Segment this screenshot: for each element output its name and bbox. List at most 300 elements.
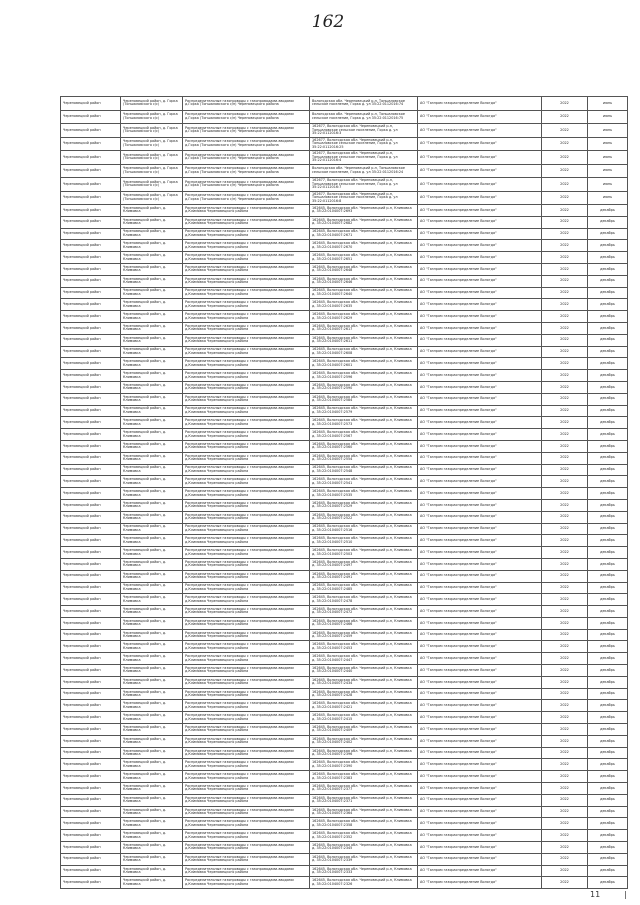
address-cell: 162645, Вологодская обл. Череповецкий р-н, Климовка д. 35:22:0104007:2671 xyxy=(310,228,418,240)
owner-cell: АО "Газпром газораспределение Вологда" xyxy=(418,97,542,111)
year-cell: 2022 xyxy=(542,311,588,323)
month-cell: декабрь xyxy=(588,724,628,736)
district-cell: Череповецкий район xyxy=(61,747,121,759)
month-cell: декабрь xyxy=(588,311,628,323)
month-cell: июнь xyxy=(588,164,628,178)
owner-cell: АО "Газпром газораспределение Вологда" xyxy=(418,558,542,570)
year-cell: 2022 xyxy=(542,124,588,138)
year-cell: 2022 xyxy=(542,488,588,500)
table-row xyxy=(61,499,628,511)
table-row xyxy=(61,334,628,346)
month-cell: декабрь xyxy=(588,334,628,346)
table-row xyxy=(61,358,628,370)
address-cell: 162645, Вологодская обл. Череповецкий р-н, Климовка д. 35:22:0104007:2421 xyxy=(310,700,418,712)
district-cell: Череповецкий район xyxy=(61,287,121,299)
month-cell: декабрь xyxy=(588,499,628,511)
address-cell: 162645, Вологодская обл. Череповецкий р-н, Климовка д. 35:22:0104007:2428 xyxy=(310,688,418,700)
settlement-cell: Череповецкий район, д. Климовка xyxy=(121,842,183,854)
month-cell: декабрь xyxy=(588,476,628,488)
owner-cell: АО "Газпром газораспределение Вологда" xyxy=(418,287,542,299)
owner-cell: АО "Газпром газораспределение Вологда" xyxy=(418,712,542,724)
object-cell: Распределительные газопроводы с газопроводами-вводами д.Климовка Череповецкого района xyxy=(183,334,310,346)
address-cell: 162645, Вологодская обл. Череповецкий р-н, Климовка д. 35:22:0104007:2590 xyxy=(310,381,418,393)
year-cell: 2022 xyxy=(542,299,588,311)
object-cell: Распределительные газопроводы с газопроводами-вводами д.Климовка Череповецкого района xyxy=(183,759,310,771)
table-row xyxy=(61,653,628,665)
table-row xyxy=(61,676,628,688)
table-row xyxy=(61,759,628,771)
table-row xyxy=(61,429,628,441)
settlement-cell: Череповецкий район, д. Горка (Тоншаловского с/с) xyxy=(121,137,183,151)
table-row xyxy=(61,452,628,464)
year-cell: 2022 xyxy=(542,594,588,606)
object-cell: Распределительные газопроводы с газопроводами-вводами д.Климовка Череповецкого района xyxy=(183,783,310,795)
address-cell: 162645, Вологодская обл. Череповецкий р-н, Климовка д. 35:22:0104007:2560 xyxy=(310,440,418,452)
month-cell: декабрь xyxy=(588,535,628,547)
table-row xyxy=(61,570,628,582)
district-cell: Череповецкий район xyxy=(61,594,121,606)
year-cell: 2022 xyxy=(542,700,588,712)
year-cell: 2022 xyxy=(542,688,588,700)
month-cell: декабрь xyxy=(588,358,628,370)
address-cell: 162645, Вологодская обл. Череповецкий р-н, Климовка д. 35:22:0104007:2648 xyxy=(310,263,418,275)
district-cell: Череповецкий район xyxy=(61,358,121,370)
month-cell: декабрь xyxy=(588,205,628,217)
address-cell: 162645, Вологодская обл. Череповецкий р-н, Климовка д. 35:22:0104007:2358 xyxy=(310,818,418,830)
month-cell: декабрь xyxy=(588,452,628,464)
month-cell: декабрь xyxy=(588,405,628,417)
month-cell: декабрь xyxy=(588,771,628,783)
table-row xyxy=(61,110,628,124)
owner-cell: АО "Газпром газораспределение Вологда" xyxy=(418,205,542,217)
address-cell: 162645, Вологодская обл. Череповецкий р-н, Климовка д. 35:22:0104007:2651 xyxy=(310,252,418,264)
table-row xyxy=(61,322,628,334)
month-cell: декабрь xyxy=(588,547,628,559)
month-cell: декабрь xyxy=(588,653,628,665)
district-cell: Череповецкий район xyxy=(61,617,121,629)
year-cell: 2022 xyxy=(542,240,588,252)
address-cell: 162645, Вологодская обл. Череповецкий р-н, Климовка д. 35:22:0104007:2485 xyxy=(310,582,418,594)
object-cell: Распределительные газопроводы с газопроводами-вводами д.Климовка Череповецкого района xyxy=(183,228,310,240)
address-cell: 162677, Вологодская обл. Череповецкий р-н, Тоншаловское сельское поселение, Горка д. ул 35:22:0112016:4 xyxy=(310,151,418,165)
settlement-cell: Череповецкий район, д. Климовка xyxy=(121,464,183,476)
district-cell: Череповецкий район xyxy=(61,464,121,476)
settlement-cell: Череповецкий район, д. Климовка xyxy=(121,629,183,641)
owner-cell: АО "Газпром газораспределение Вологда" xyxy=(418,393,542,405)
year-cell: 2022 xyxy=(542,464,588,476)
owner-cell: АО "Газпром газораспределение Вологда" xyxy=(418,641,542,653)
table-row xyxy=(61,381,628,393)
month-cell: декабрь xyxy=(588,747,628,759)
object-cell: Распределительные газопроводы с газопроводами-вводами д.Климовка Череповецкого района xyxy=(183,617,310,629)
owner-cell: АО "Газпром газораспределение Вологда" xyxy=(418,806,542,818)
table-row xyxy=(61,853,628,865)
object-cell: Распределительные газопроводы с газопроводами-вводами д.Климовка Череповецкого района xyxy=(183,629,310,641)
year-cell: 2022 xyxy=(542,97,588,111)
year-cell: 2022 xyxy=(542,263,588,275)
district-cell: Череповецкий район xyxy=(61,606,121,618)
month-cell: декабрь xyxy=(588,606,628,618)
month-cell: декабрь xyxy=(588,688,628,700)
object-cell: Распределительные газопроводы с газопроводами-вводами д.Климовка Череповецкого района xyxy=(183,735,310,747)
owner-cell: АО "Газпром газораспределение Вологда" xyxy=(418,164,542,178)
settlement-cell: Череповецкий район, д. Климовка xyxy=(121,205,183,217)
address-cell: Вологодская обл. Череповецкий р-н, Тоншаловское сельское поселение, Горка д. ул 35:22:0112016:24 xyxy=(310,164,418,178)
district-cell: Череповецкий район xyxy=(61,582,121,594)
year-cell: 2022 xyxy=(542,511,588,523)
district-cell: Череповецкий район xyxy=(61,818,121,830)
settlement-cell: Череповецкий район, д. Климовка xyxy=(121,700,183,712)
address-cell: 162645, Вологодская обл. Череповецкий р-н, Климовка д. 35:22:0104007:2640 xyxy=(310,287,418,299)
year-cell: 2022 xyxy=(542,110,588,124)
month-cell: декабрь xyxy=(588,429,628,441)
owner-cell: АО "Газпром газораспределение Вологда" xyxy=(418,865,542,877)
district-cell: Череповецкий район xyxy=(61,547,121,559)
settlement-cell: Череповецкий район, д. Горка (Тоншаловского с/с) xyxy=(121,151,183,165)
object-cell: Распределительные газопроводы с газопроводами-вводами д.Климовка Череповецкого района xyxy=(183,535,310,547)
year-cell: 2022 xyxy=(542,641,588,653)
settlement-cell: Череповецкий район, д. Климовка xyxy=(121,865,183,877)
owner-cell: АО "Газпром газораспределение Вологда" xyxy=(418,511,542,523)
district-cell: Череповецкий район xyxy=(61,511,121,523)
owner-cell: АО "Газпром газораспределение Вологда" xyxy=(418,228,542,240)
district-cell: Череповецкий район xyxy=(61,712,121,724)
table-row xyxy=(61,164,628,178)
gas-objects-table xyxy=(60,96,628,889)
object-cell: Распределительные газопроводы с газопроводами-вводами д.Горка (Тоншаловского с/п) Череповецкого района xyxy=(183,191,310,205)
owner-cell: АО "Газпром газораспределение Вологда" xyxy=(418,334,542,346)
address-cell: 162645, Вологодская обл. Череповецкий р-н, Климовка д. 35:22:0104007:2579 xyxy=(310,405,418,417)
owner-cell: АО "Газпром газораспределение Вологда" xyxy=(418,275,542,287)
object-cell: Распределительные газопроводы с газопроводами-вводами д.Горка (Тоншаловского с/п) Череповецкого района xyxy=(183,110,310,124)
settlement-cell: Череповецкий район, д. Климовка xyxy=(121,228,183,240)
month-cell: декабрь xyxy=(588,523,628,535)
district-cell: Череповецкий район xyxy=(61,665,121,677)
address-cell: 162645, Вологодская обл. Череповецкий р-н, Климовка д. 35:22:0104007:2693 xyxy=(310,205,418,217)
table-row xyxy=(61,511,628,523)
year-cell: 2022 xyxy=(542,676,588,688)
settlement-cell: Череповецкий район, д. Климовка xyxy=(121,617,183,629)
owner-cell: АО "Газпром газораспределение Вологда" xyxy=(418,724,542,736)
owner-cell: АО "Газпром газораспределение Вологда" xyxy=(418,629,542,641)
object-cell: Распределительные газопроводы с газопроводами-вводами д.Климовка Череповецкого района xyxy=(183,806,310,818)
settlement-cell: Череповецкий район, д. Климовка xyxy=(121,688,183,700)
object-cell: Распределительные газопроводы с газопроводами-вводами д.Климовка Череповецкого района xyxy=(183,865,310,877)
settlement-cell: Череповецкий район, д. Климовка xyxy=(121,240,183,252)
object-cell: Распределительные газопроводы с газопроводами-вводами д.Климовка Череповецкого района xyxy=(183,641,310,653)
year-cell: 2022 xyxy=(542,794,588,806)
settlement-cell: Череповецкий район, д. Климовка xyxy=(121,547,183,559)
object-cell: Распределительные газопроводы с газопроводами-вводами д.Климовка Череповецкого района xyxy=(183,240,310,252)
footer-mark-right: | xyxy=(624,890,627,899)
district-cell: Череповецкий район xyxy=(61,724,121,736)
object-cell: Распределительные газопроводы с газопроводами-вводами д.Климовка Череповецкого района xyxy=(183,794,310,806)
year-cell: 2022 xyxy=(542,818,588,830)
object-cell: Распределительные газопроводы с газопроводами-вводами д.Климовка Череповецкого района xyxy=(183,393,310,405)
year-cell: 2022 xyxy=(542,164,588,178)
table-row xyxy=(61,178,628,192)
address-cell: 162645, Вологодская обл. Череповецкий р-н, Климовка д. 35:22:0104007:2377 xyxy=(310,783,418,795)
owner-cell: АО "Газпром газораспределение Вологда" xyxy=(418,499,542,511)
address-cell: Вологодская обл. Череповецкий р-н, Тоншаловское сельское поселение, Горка д. ул 35:22:0112016:74 xyxy=(310,97,418,111)
table-row xyxy=(61,794,628,806)
object-cell: Распределительные газопроводы с газопроводами-вводами д.Климовка Череповецкого района xyxy=(183,275,310,287)
district-cell: Череповецкий район xyxy=(61,700,121,712)
settlement-cell: Череповецкий район, д. Горка (Тоншаловского с/с) xyxy=(121,191,183,205)
district-cell: Череповецкий район xyxy=(61,653,121,665)
year-cell: 2022 xyxy=(542,712,588,724)
address-cell: 162645, Вологодская обл. Череповецкий р-н, Климовка д. 35:22:0104007:2584 xyxy=(310,393,418,405)
object-cell: Распределительные газопроводы с газопроводами-вводами д.Климовка Череповецкого района xyxy=(183,381,310,393)
district-cell: Череповецкий район xyxy=(61,137,121,151)
month-cell: декабрь xyxy=(588,582,628,594)
table-row xyxy=(61,877,628,889)
month-cell: декабрь xyxy=(588,488,628,500)
owner-cell: АО "Газпром газораспределение Вологда" xyxy=(418,688,542,700)
address-cell: 162677, Вологодская обл. Череповецкий р-н, Тоншаловское сельское поселение, Горка д. ул 35:22:0112016:25 xyxy=(310,137,418,151)
address-cell: 162645, Вологодская обл. Череповецкий р-н, Климовка д. 35:22:0104007:2352 xyxy=(310,830,418,842)
address-cell: 162677, Вологодская обл. Череповецкий р-н, Тоншаловское сельское поселение, Горка д. ул 35:22:0112016:7 xyxy=(310,178,418,192)
settlement-cell: Череповецкий район, д. Горка (Тоншаловского с/с) xyxy=(121,164,183,178)
address-cell: 162645, Вологодская обл. Череповецкий р-н, Климовка д. 35:22:0104007:2541 xyxy=(310,476,418,488)
address-cell: 162645, Вологодская обл. Череповецкий р-н, Климовка д. 35:22:0104007:2629 xyxy=(310,311,418,323)
district-cell: Череповецкий район xyxy=(61,688,121,700)
year-cell: 2022 xyxy=(542,842,588,854)
object-cell: Распределительные газопроводы с газопроводами-вводами д.Горка (Тоншаловского с/п) Череповецкого района xyxy=(183,164,310,178)
table-row xyxy=(61,151,628,165)
settlement-cell: Череповецкий район, д. Климовка xyxy=(121,806,183,818)
object-cell: Распределительные газопроводы с газопроводами-вводами д.Климовка Череповецкого района xyxy=(183,287,310,299)
object-cell: Распределительные газопроводы с газопроводами-вводами д.Климовка Череповецкого района xyxy=(183,452,310,464)
settlement-cell: Череповецкий район, д. Климовка xyxy=(121,511,183,523)
owner-cell: АО "Газпром газораспределение Вологда" xyxy=(418,263,542,275)
settlement-cell: Череповецкий район, д. Климовка xyxy=(121,606,183,618)
owner-cell: АО "Газпром газораспределение Вологда" xyxy=(418,452,542,464)
address-cell: 162645, Вологодская обл. Череповецкий р-н, Климовка д. 35:22:0104007:2447 xyxy=(310,653,418,665)
settlement-cell: Череповецкий район, д. Климовка xyxy=(121,877,183,889)
settlement-cell: Череповецкий район, д. Климовка xyxy=(121,287,183,299)
month-cell: декабрь xyxy=(588,299,628,311)
district-cell: Череповецкий район xyxy=(61,488,121,500)
address-cell: 162645, Вологодская обл. Череповецкий р-н, Климовка д. 35:22:0104007:2611 xyxy=(310,334,418,346)
address-cell: 162645, Вологодская обл. Череповецкий р-н, Климовка д. 35:22:0104007:2635 xyxy=(310,299,418,311)
district-cell: Череповецкий район xyxy=(61,346,121,358)
month-cell: декабрь xyxy=(588,735,628,747)
settlement-cell: Череповецкий район, д. Климовка xyxy=(121,440,183,452)
year-cell: 2022 xyxy=(542,346,588,358)
object-cell: Распределительные газопроводы с газопроводами-вводами д.Климовка Череповецкого района xyxy=(183,606,310,618)
year-cell: 2022 xyxy=(542,322,588,334)
owner-cell: АО "Газпром газораспределение Вологда" xyxy=(418,252,542,264)
address-cell: 162677, Вологодская обл. Череповецкий р-н, Тоншаловское сельское поселение, Горка д. ул 35:22:0112016:3 xyxy=(310,124,418,138)
settlement-cell: Череповецкий район, д. Климовка xyxy=(121,476,183,488)
table-row xyxy=(61,205,628,217)
year-cell: 2022 xyxy=(542,547,588,559)
month-cell: декабрь xyxy=(588,783,628,795)
object-cell: Распределительные газопроводы с газопроводами-вводами д.Климовка Череповецкого района xyxy=(183,842,310,854)
settlement-cell: Череповецкий район, д. Климовка xyxy=(121,499,183,511)
address-cell: 162645, Вологодская обл. Череповецкий р-н, Климовка д. 35:22:0104007:2326 xyxy=(310,877,418,889)
table-row xyxy=(61,523,628,535)
address-cell: 162645, Вологодская обл. Череповецкий р-н, Климовка д. 35:22:0104007:2472 xyxy=(310,606,418,618)
month-cell: декабрь xyxy=(588,759,628,771)
year-cell: 2022 xyxy=(542,287,588,299)
object-cell: Распределительные газопроводы с газопроводами-вводами д.Климовка Череповецкого района xyxy=(183,712,310,724)
settlement-cell: Череповецкий район, д. Климовка xyxy=(121,334,183,346)
address-cell: 162645, Вологодская обл. Череповецкий р-н, Климовка д. 35:22:0104007:2390 xyxy=(310,759,418,771)
owner-cell: АО "Газпром газораспределение Вологда" xyxy=(418,665,542,677)
year-cell: 2022 xyxy=(542,216,588,228)
settlement-cell: Череповецкий район, д. Климовка xyxy=(121,747,183,759)
settlement-cell: Череповецкий район, д. Климовка xyxy=(121,523,183,535)
address-cell: 162645, Вологодская обл. Череповецкий р-н, Климовка д. 35:22:0104007:2522 xyxy=(310,511,418,523)
object-cell: Распределительные газопроводы с газопроводами-вводами д.Климовка Череповецкого района xyxy=(183,676,310,688)
year-cell: 2022 xyxy=(542,178,588,192)
settlement-cell: Череповецкий район, д. Климовка xyxy=(121,252,183,264)
year-cell: 2022 xyxy=(542,606,588,618)
year-cell: 2022 xyxy=(542,334,588,346)
settlement-cell: Череповецкий район, д. Климовка xyxy=(121,818,183,830)
month-cell: июнь xyxy=(588,97,628,111)
table-row xyxy=(61,582,628,594)
settlement-cell: Череповецкий район, д. Климовка xyxy=(121,216,183,228)
settlement-cell: Череповецкий район, д. Горка (Тоншаловского с/с) xyxy=(121,97,183,111)
settlement-cell: Череповецкий район, д. Климовка xyxy=(121,299,183,311)
district-cell: Череповецкий район xyxy=(61,381,121,393)
year-cell: 2022 xyxy=(542,499,588,511)
owner-cell: АО "Газпром газораспределение Вологда" xyxy=(418,830,542,842)
address-cell: 162645, Вологодская обл. Череповецкий р-н, Климовка д. 35:22:0104007:2548 xyxy=(310,464,418,476)
settlement-cell: Череповецкий район, д. Климовка xyxy=(121,759,183,771)
object-cell: Распределительные газопроводы с газопроводами-вводами д.Горка (Тоншаловского с/п) Череповецкого района xyxy=(183,178,310,192)
year-cell: 2022 xyxy=(542,558,588,570)
month-cell: декабрь xyxy=(588,287,628,299)
district-cell: Череповецкий район xyxy=(61,205,121,217)
address-cell: 162645, Вологодская обл. Череповецкий р-н, Климовка д. 35:22:0104007:2608 xyxy=(310,346,418,358)
month-cell: декабрь xyxy=(588,617,628,629)
settlement-cell: Череповецкий район, д. Горка (Тоншаловского с/с) xyxy=(121,178,183,192)
table-row xyxy=(61,783,628,795)
owner-cell: АО "Газпром газораспределение Вологда" xyxy=(418,381,542,393)
month-cell: декабрь xyxy=(588,346,628,358)
address-cell: 162677, Вологодская обл. Череповецкий р-н, Тоншаловское сельское поселение, Горка д. ул 35:22:0112016:8 xyxy=(310,191,418,205)
month-cell: декабрь xyxy=(588,252,628,264)
address-cell: 162645, Вологодская обл. Череповецкий р-н, Климовка д. 35:22:0104007:2554 xyxy=(310,452,418,464)
settlement-cell: Череповецкий район, д. Климовка xyxy=(121,452,183,464)
year-cell: 2022 xyxy=(542,747,588,759)
owner-cell: АО "Газпром газораспределение Вологда" xyxy=(418,240,542,252)
settlement-cell: Череповецкий район, д. Климовка xyxy=(121,322,183,334)
year-cell: 2022 xyxy=(542,151,588,165)
address-cell: 162645, Вологодская обл. Череповецкий р-н, Климовка д. 35:22:0104007:2529 xyxy=(310,499,418,511)
month-cell: декабрь xyxy=(588,865,628,877)
settlement-cell: Череповецкий район, д. Климовка xyxy=(121,570,183,582)
year-cell: 2022 xyxy=(542,191,588,205)
owner-cell: АО "Газпром газораспределение Вологда" xyxy=(418,535,542,547)
table-row xyxy=(61,417,628,429)
owner-cell: АО "Газпром газораспределение Вологда" xyxy=(418,110,542,124)
district-cell: Череповецкий район xyxy=(61,240,121,252)
address-cell: 162645, Вологодская обл. Череповецкий р-н, Климовка д. 35:22:0104007:2682 xyxy=(310,216,418,228)
district-cell: Череповецкий район xyxy=(61,393,121,405)
address-cell: 162645, Вологодская обл. Череповецкий р-н, Климовка д. 35:22:0104007:2453 xyxy=(310,641,418,653)
owner-cell: АО "Газпром газораспределение Вологда" xyxy=(418,594,542,606)
object-cell: Распределительные газопроводы с газопроводами-вводами д.Климовка Череповецкого района xyxy=(183,818,310,830)
owner-cell: АО "Газпром газораспределение Вологда" xyxy=(418,759,542,771)
object-cell: Распределительные газопроводы с газопроводами-вводами д.Горка (Тоншаловского с/п) Череповецкого района xyxy=(183,151,310,165)
year-cell: 2022 xyxy=(542,665,588,677)
district-cell: Череповецкий район xyxy=(61,771,121,783)
district-cell: Череповецкий район xyxy=(61,641,121,653)
table-row xyxy=(61,252,628,264)
object-cell: Распределительные газопроводы с газопроводами-вводами д.Климовка Череповецкого района xyxy=(183,665,310,677)
district-cell: Череповецкий район xyxy=(61,783,121,795)
object-cell: Распределительные газопроводы с газопроводами-вводами д.Климовка Череповецкого района xyxy=(183,205,310,217)
object-cell: Распределительные газопроводы с газопроводами-вводами д.Климовка Череповецкого района xyxy=(183,358,310,370)
table-row xyxy=(61,688,628,700)
month-cell: декабрь xyxy=(588,393,628,405)
district-cell: Череповецкий район xyxy=(61,535,121,547)
owner-cell: АО "Газпром газораспределение Вологда" xyxy=(418,299,542,311)
table-row xyxy=(61,735,628,747)
month-cell: июнь xyxy=(588,110,628,124)
year-cell: 2022 xyxy=(542,393,588,405)
settlement-cell: Череповецкий район, д. Климовка xyxy=(121,783,183,795)
object-cell: Распределительные газопроводы с газопроводами-вводами д.Климовка Череповецкого района xyxy=(183,771,310,783)
year-cell: 2022 xyxy=(542,275,588,287)
settlement-cell: Череповецкий район, д. Климовка xyxy=(121,594,183,606)
address-cell: 162645, Вологодская обл. Череповецкий р-н, Климовка д. 35:22:0104007:2617 xyxy=(310,322,418,334)
year-cell: 2022 xyxy=(542,570,588,582)
footer-mark-left: 11 xyxy=(590,890,601,899)
object-cell: Распределительные газопроводы с газопроводами-вводами д.Климовка Череповецкого района xyxy=(183,216,310,228)
month-cell: декабрь xyxy=(588,641,628,653)
object-cell: Распределительные газопроводы с газопроводами-вводами д.Климовка Череповецкого района xyxy=(183,511,310,523)
object-cell: Распределительные газопроводы с газопроводами-вводами д.Климовка Череповецкого района xyxy=(183,322,310,334)
settlement-cell: Череповецкий район, д. Климовка xyxy=(121,665,183,677)
object-cell: Распределительные газопроводы с газопроводами-вводами д.Климовка Череповецкого района xyxy=(183,558,310,570)
settlement-cell: Череповецкий район, д. Климовка xyxy=(121,275,183,287)
table-row xyxy=(61,228,628,240)
district-cell: Череповецкий район xyxy=(61,523,121,535)
address-cell: 162645, Вологодская обл. Череповецкий р-н, Климовка д. 35:22:0104007:2459 xyxy=(310,629,418,641)
year-cell: 2022 xyxy=(542,429,588,441)
settlement-cell: Череповецкий район, д. Климовка xyxy=(121,358,183,370)
month-cell: декабрь xyxy=(588,263,628,275)
object-cell: Распределительные газопроводы с газопроводами-вводами д.Климовка Череповецкого района xyxy=(183,429,310,441)
owner-cell: АО "Газпром газораспределение Вологда" xyxy=(418,124,542,138)
address-cell: 162645, Вологодская обл. Череповецкий р-н, Климовка д. 35:22:0104007:2345 xyxy=(310,842,418,854)
owner-cell: АО "Газпром газораспределение Вологда" xyxy=(418,547,542,559)
settlement-cell: Череповецкий район, д. Климовка xyxy=(121,429,183,441)
owner-cell: АО "Газпром газораспределение Вологда" xyxy=(418,358,542,370)
owner-cell: АО "Газпром газораспределение Вологда" xyxy=(418,311,542,323)
object-cell: Распределительные газопроводы с газопроводами-вводами д.Климовка Череповецкого района xyxy=(183,688,310,700)
district-cell: Череповецкий район xyxy=(61,865,121,877)
month-cell: декабрь xyxy=(588,370,628,382)
owner-cell: АО "Газпром газораспределение Вологда" xyxy=(418,322,542,334)
owner-cell: АО "Газпром газораспределение Вологда" xyxy=(418,842,542,854)
table-row xyxy=(61,806,628,818)
address-cell: 162645, Вологодская обл. Череповецкий р-н, Климовка д. 35:22:0104007:2596 xyxy=(310,370,418,382)
object-cell: Распределительные газопроводы с газопроводами-вводами д.Климовка Череповецкого района xyxy=(183,830,310,842)
district-cell: Череповецкий район xyxy=(61,676,121,688)
district-cell: Череповецкий район xyxy=(61,252,121,264)
address-cell: 162645, Вологодская обл. Череповецкий р-н, Климовка д. 35:22:0104007:2396 xyxy=(310,747,418,759)
table-row xyxy=(61,287,628,299)
owner-cell: АО "Газпром газораспределение Вологда" xyxy=(418,191,542,205)
year-cell: 2022 xyxy=(542,735,588,747)
